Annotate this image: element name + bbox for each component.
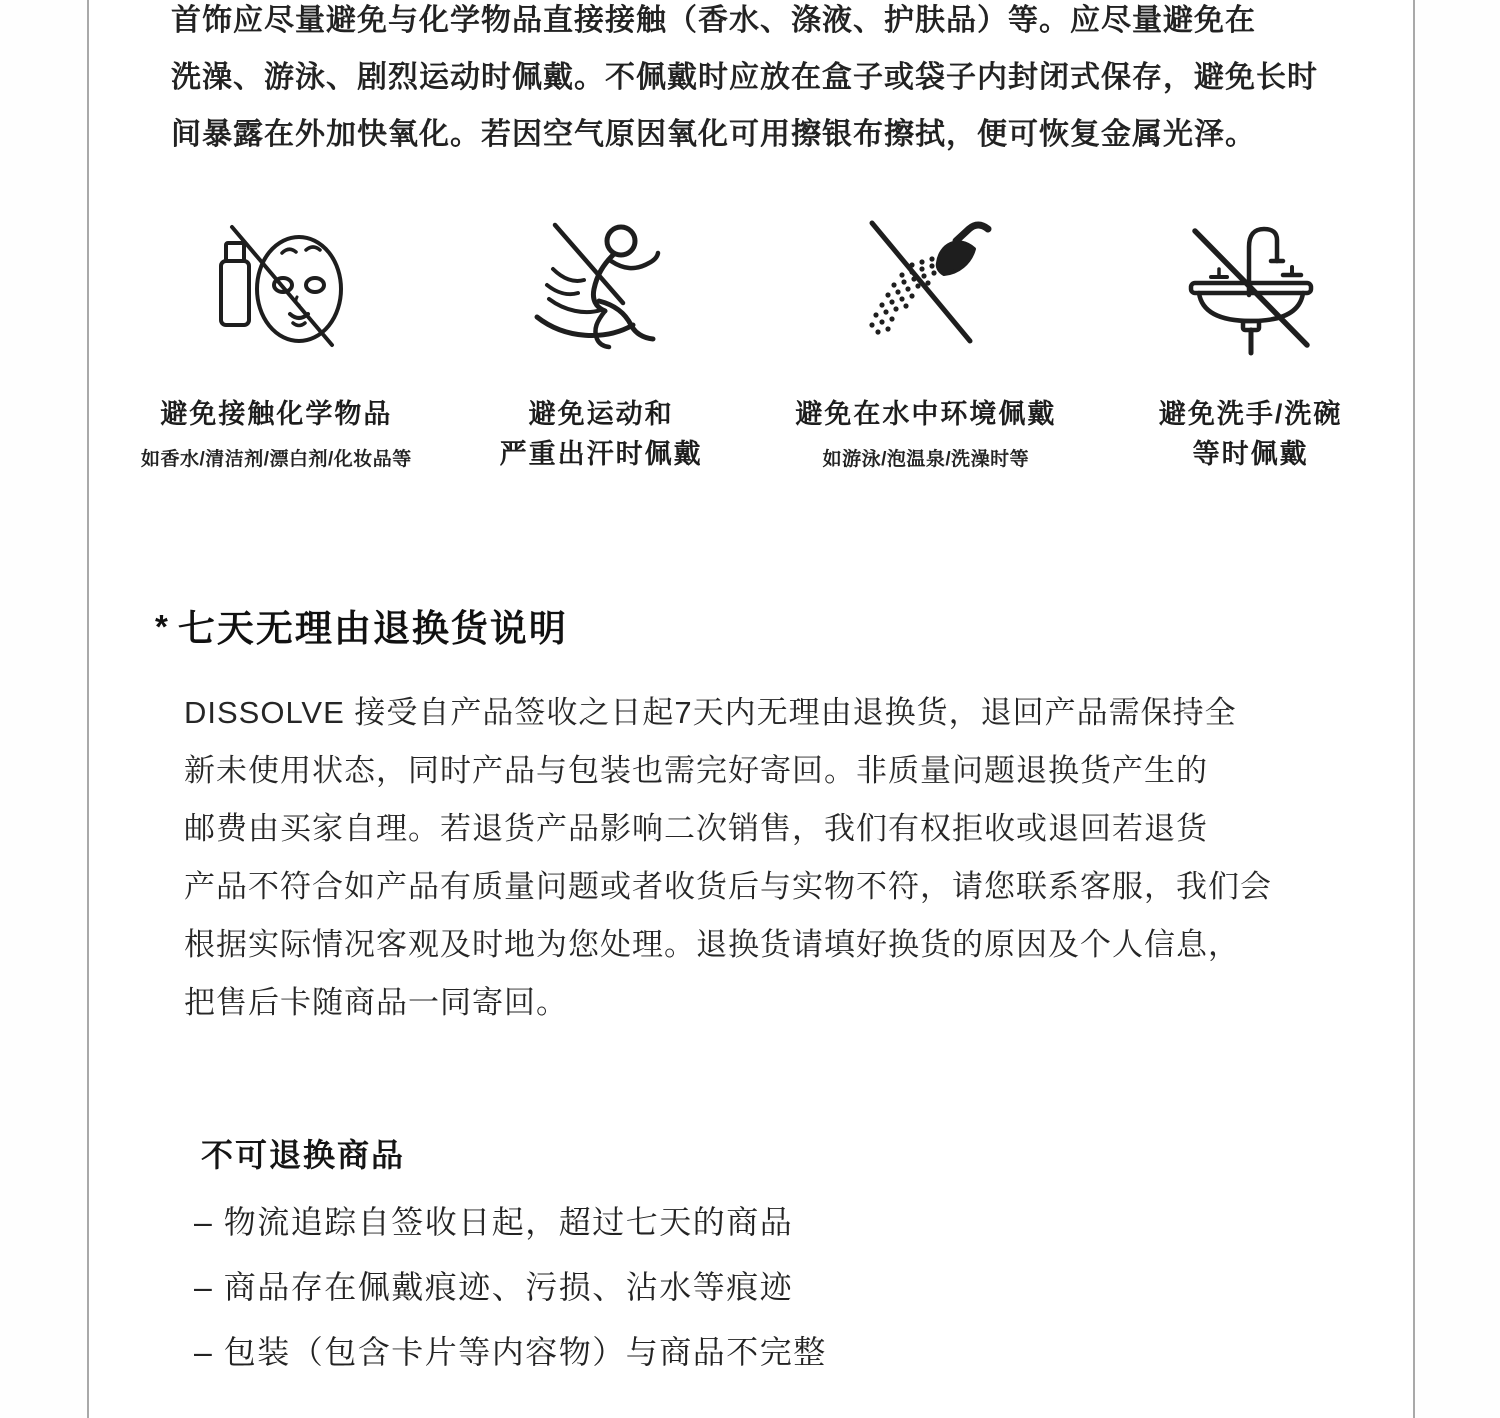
warning-label: 避免运动和 严重出汗时佩戴 <box>499 399 703 469</box>
warning-sublabel: 如香水/清洁剂/漂白剂/化妆品等 <box>140 449 412 470</box>
returns-policy-text <box>184 684 1324 1032</box>
no-water-icon <box>764 205 1089 380</box>
warning-item-exercise <box>439 205 764 474</box>
warning-item-water <box>764 205 1089 474</box>
warning-label: 避免接触化学物品 <box>160 399 393 429</box>
policy-line: 把售后卡随商品一同寄回。 <box>184 985 568 1020</box>
warnings-row <box>114 205 1413 474</box>
content-frame <box>87 0 1415 1418</box>
no-chemicals-icon <box>114 205 439 380</box>
asterisk-mark: * <box>155 608 170 645</box>
returns-heading-text: 七天无理由退换货说明 <box>177 608 568 649</box>
warning-label: 避免在水中环境佩戴 <box>795 399 1057 429</box>
policy-line: 新未使用状态，同时产品与包装也需完好寄回。非质量问题退换货产生的 <box>184 753 1208 788</box>
non-returnable-item: – 商品存在佩戴痕迹、污损、沾水等痕迹 <box>194 1269 794 1305</box>
policy-line: 根据实际情况客观及时地为您处理。退换货请填好换货的原因及个人信息， <box>184 927 1240 962</box>
warning-item-chemicals <box>114 205 439 474</box>
policy-line: 邮费由买家自理。若退货产品影响二次销售，我们有权拒收或退回若退货 <box>184 811 1208 846</box>
warning-label: 避免洗手/洗碗 等时佩戴 <box>1158 399 1343 469</box>
non-returnable-heading: 不可退换商品 <box>201 1137 406 1173</box>
care-instructions-text <box>171 0 1371 163</box>
policy-line: DISSOLVE 接受自产品签收之日起7天内无理由退换货，退回产品需保持全 <box>184 695 1237 730</box>
returns-heading <box>155 598 568 652</box>
care-line: 间暴露在外加快氧化。若因空气原因氧化可用擦银布擦拭，便可恢复金属光泽。 <box>171 118 1256 151</box>
non-returnable-item: – 包装（包含卡片等内容物）与商品不完整 <box>194 1334 827 1370</box>
no-exercise-icon <box>439 205 764 380</box>
policy-line: 产品不符合如产品有质量问题或者收货后与实物不符，请您联系客服，我们会 <box>184 869 1272 904</box>
non-returnable-item: – 物流追踪自签收日起，超过七天的商品 <box>194 1204 794 1240</box>
care-line: 洗澡、游泳、剧烈运动时佩戴。不佩戴时应放在盒子或袋子内封闭式保存，避免长时 <box>171 61 1318 94</box>
warning-item-washing <box>1088 205 1413 474</box>
no-hand-washing-icon <box>1088 205 1413 380</box>
warning-sublabel: 如游泳/泡温泉/洗澡时等 <box>822 449 1030 470</box>
care-line: 首饰应尽量避免与化学物品直接接触（香水、涤液、护肤品）等。应尽量避免在 <box>171 4 1256 37</box>
non-returnable-list <box>194 1190 1294 1385</box>
